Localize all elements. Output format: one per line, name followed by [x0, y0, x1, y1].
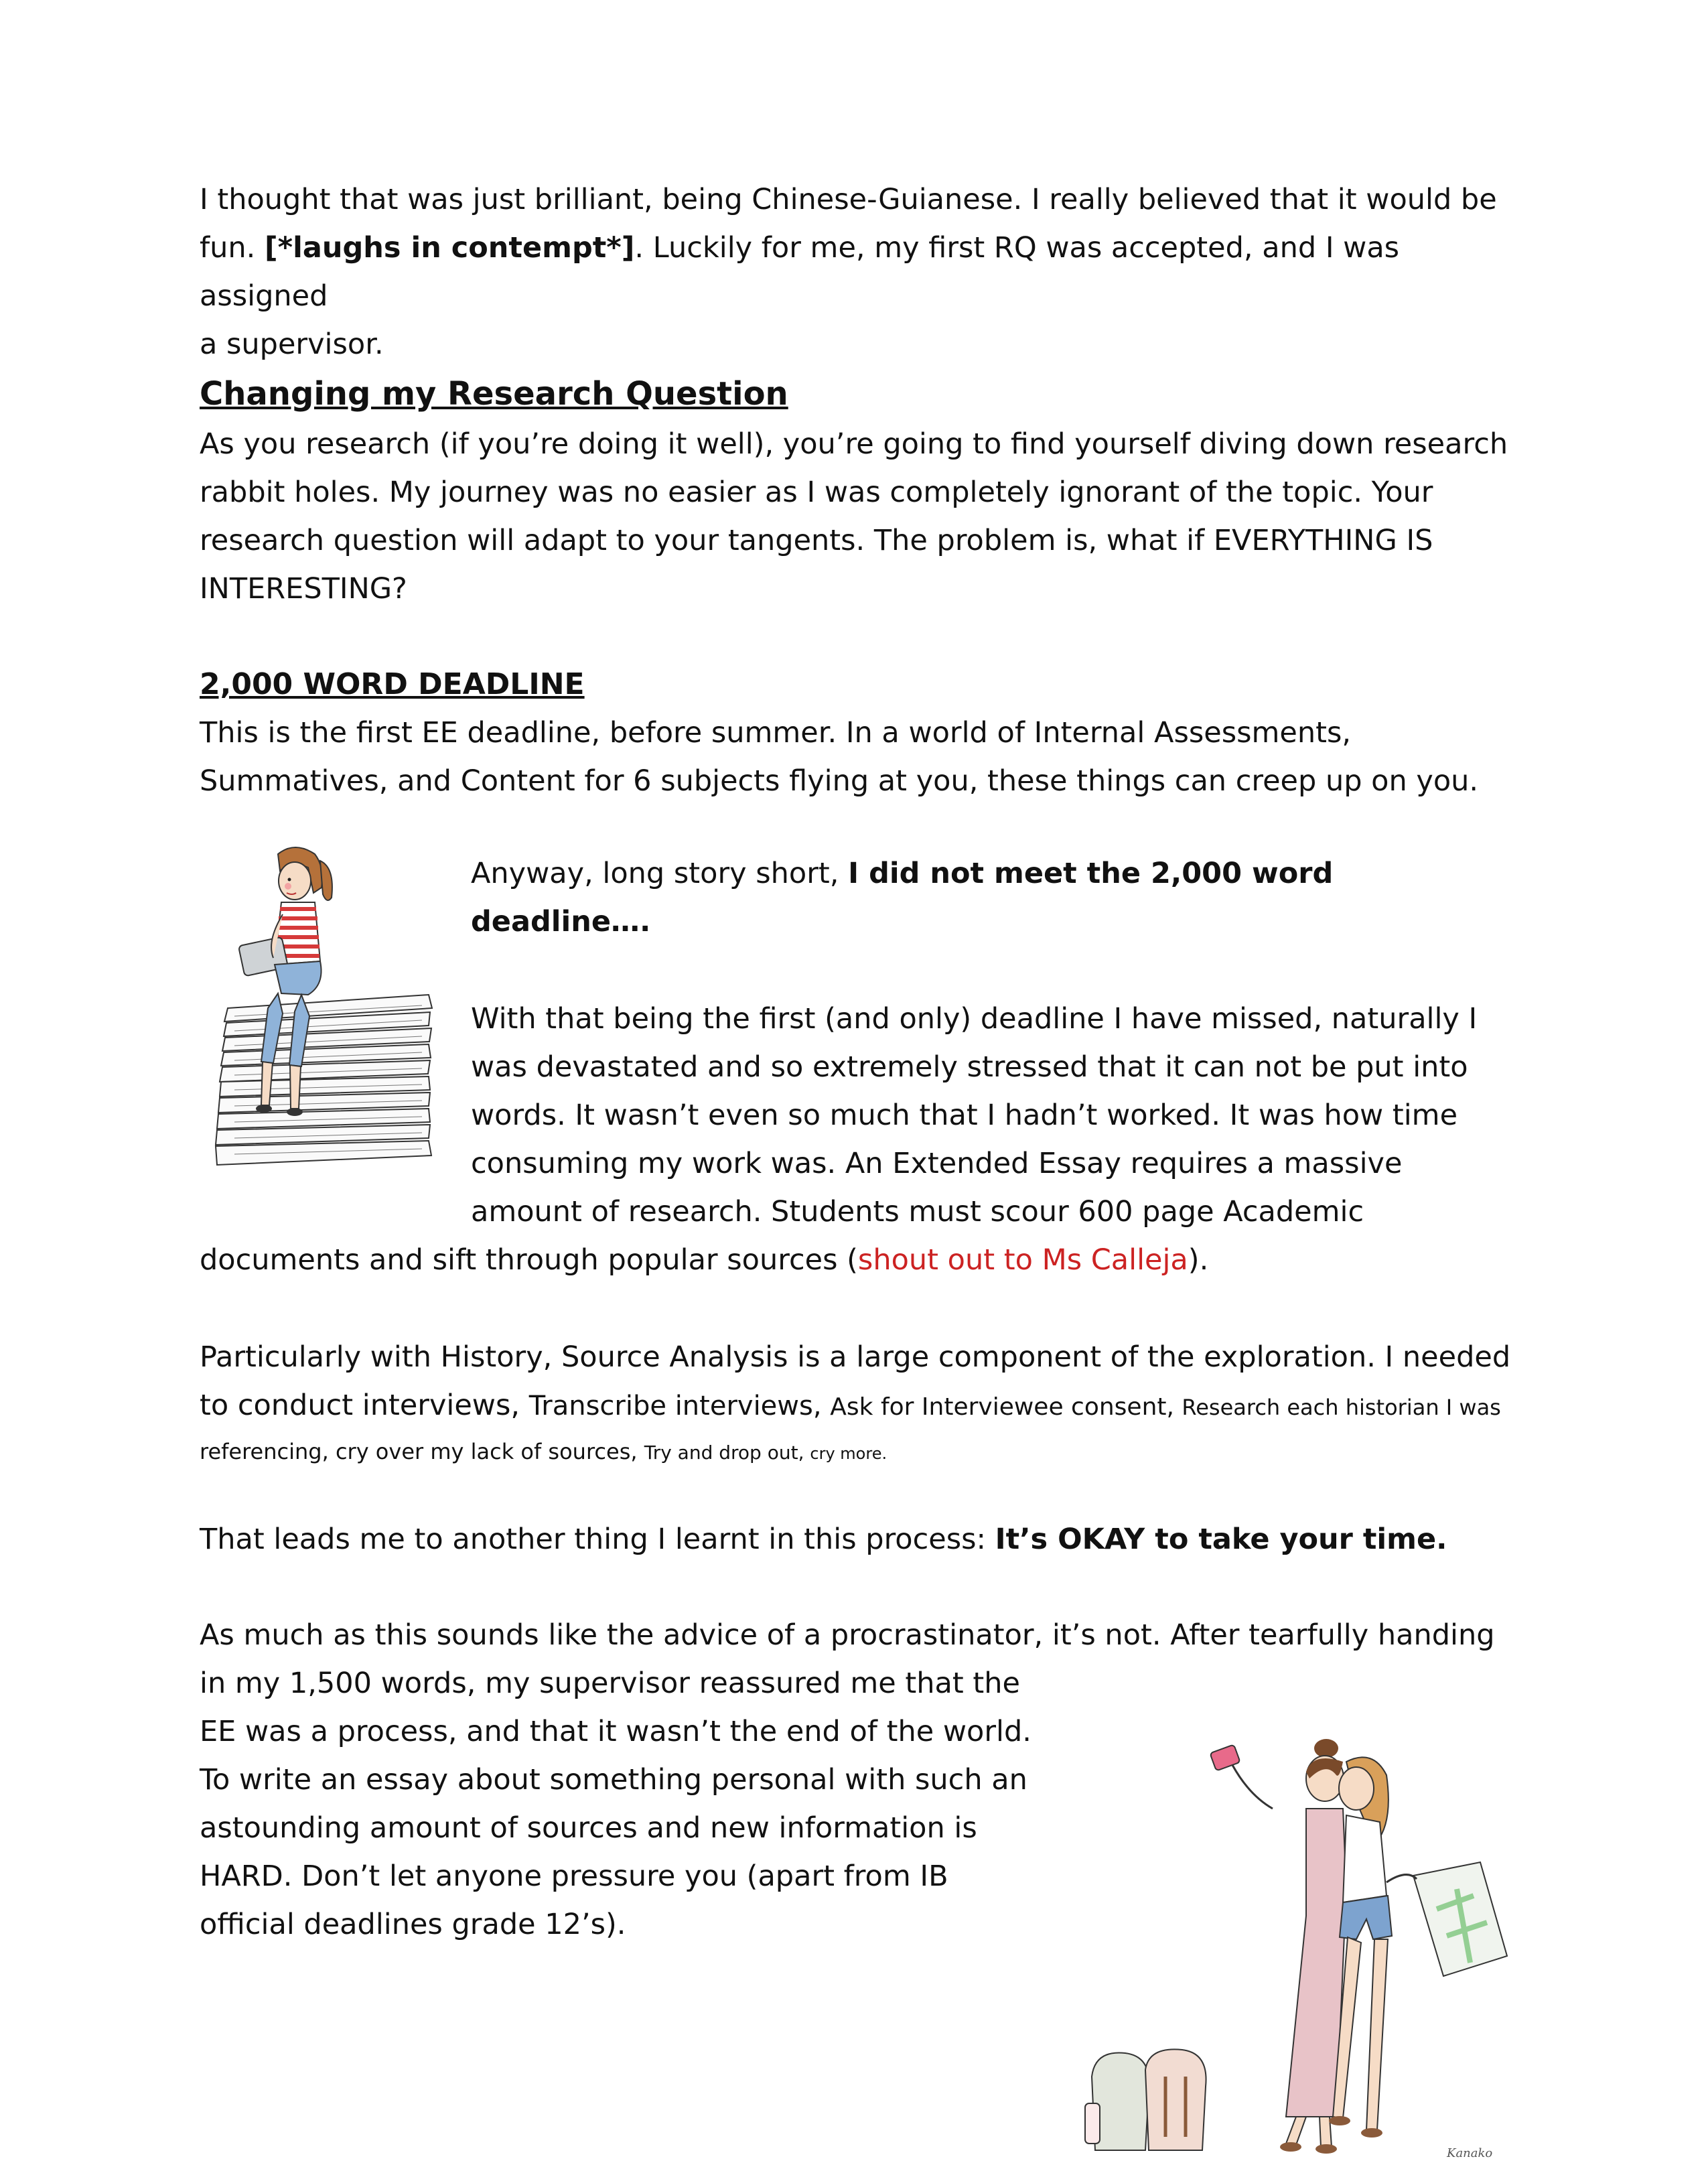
okay-line — [200, 1515, 1512, 1563]
rq-line: INTERESTING? — [200, 572, 407, 606]
advice-line: To write an essay about something personal with such an — [200, 1763, 1027, 1797]
deadline-line: This is the first EE deadline, before summer. In a world of Internal Assessments, — [200, 716, 1352, 750]
girl-on-papers-illustration — [208, 841, 449, 1182]
rq-line: research question will adapt to your tangents. The problem is, what if EVERYTHING IS — [200, 524, 1433, 557]
rq-heading: Changing my Research Question — [200, 375, 788, 413]
referencing-text: referencing, cry over my lack of sources, — [200, 1439, 644, 1464]
missed-paragraph — [471, 995, 1502, 1236]
history-line-1: Particularly with History, Source Analysis is a large component of the exploration. I needed — [200, 1340, 1511, 1374]
missed-line: With that being the first (and only) deadline I have missed, naturally I — [471, 1002, 1478, 1036]
drop-out-text: Try and drop out, — [644, 1442, 810, 1464]
research-historian-text: Research each historian I was — [1182, 1395, 1501, 1420]
advice-line: astounding amount of sources and new information is — [200, 1811, 977, 1845]
consent-text: Ask for Interviewee consent, — [830, 1393, 1182, 1421]
missed-line: words. It wasn’t even so much that I hadn’t worked. It was how time — [471, 1099, 1458, 1132]
advice-paragraph — [200, 1659, 1070, 1949]
rq-line: As you research (if you’re doing it well), you’re going to find yourself diving down research — [200, 427, 1508, 461]
deadline-paragraph — [200, 709, 1512, 805]
shout-out-link[interactable]: shout out to Ms Calleja — [857, 1243, 1188, 1277]
missed-line: was devastated and so extremely stressed that it can not be put into — [471, 1050, 1468, 1084]
advice-line: HARD. Don’t let anyone pressure you (apart from IB — [200, 1860, 948, 1893]
advice-line: EE was a process, and that it wasn’t the end of the world. — [200, 1715, 1031, 1748]
intro-line-3: a supervisor. — [200, 328, 384, 361]
conduct-interviews-text: to conduct interviews, — [200, 1389, 529, 1422]
intro-line-1: I thought that was just brilliant, being Chinese-Guianese. I really believed that it would be — [200, 183, 1497, 216]
intro-line-2-post: . Luckily for me, my first RQ was accepted, and I was assigned — [200, 231, 1400, 313]
advice-line: in my 1,500 words, my supervisor reassured me that the — [200, 1667, 1020, 1700]
documents-line — [200, 1236, 1512, 1284]
history-line-3 — [200, 1431, 1512, 1472]
intro-line-2-pre: fun. — [200, 231, 265, 265]
deadline-missed-bold: I did not meet the 2,000 word deadline…. — [471, 857, 1334, 938]
anyway-line — [471, 849, 1502, 946]
okay-bold-text: It’s OKAY to take your time. — [995, 1523, 1447, 1556]
cry-more-text: cry more. — [810, 1444, 887, 1463]
deadline-heading: 2,000 WORD DEADLINE — [200, 667, 585, 701]
intro-line-2 — [200, 224, 1512, 320]
missed-line: amount of research. Students must scour 600 page Academic — [471, 1195, 1364, 1229]
anyway-text: Anyway, long story short, — [471, 857, 849, 890]
advice-first-line: As much as this sounds like the advice of a procrastinator, it’s not. After tearfully handing — [200, 1618, 1495, 1652]
documents-text: documents and sift through popular sources ( — [200, 1243, 858, 1277]
rq-line: rabbit holes. My journey was no easier as I was completely ignorant of the topic. Your — [200, 476, 1433, 509]
intro-paragraph — [200, 176, 1512, 368]
deadline-line: Summatives, and Content for 6 subjects flying at you, these things can creep up on you. — [200, 764, 1479, 798]
two-girls-selfie-illustration — [1072, 1715, 1527, 2164]
okay-pre-text: That leads me to another thing I learnt in this process: — [200, 1523, 995, 1556]
transcribe-text: Transcribe interviews, — [528, 1391, 831, 1421]
advice-line: official deadlines grade 12’s). — [200, 1908, 626, 1941]
history-paragraph — [200, 1333, 1512, 1472]
laughs-bold-text: [*laughs in contempt*] — [264, 231, 635, 265]
artist-signature: Kanako — [1447, 2146, 1493, 2160]
documents-end: ). — [1188, 1243, 1209, 1277]
rq-paragraph — [200, 420, 1512, 613]
history-line-2 — [200, 1381, 1512, 1431]
missed-line: consuming my work was. An Extended Essay requires a massive — [471, 1147, 1403, 1180]
